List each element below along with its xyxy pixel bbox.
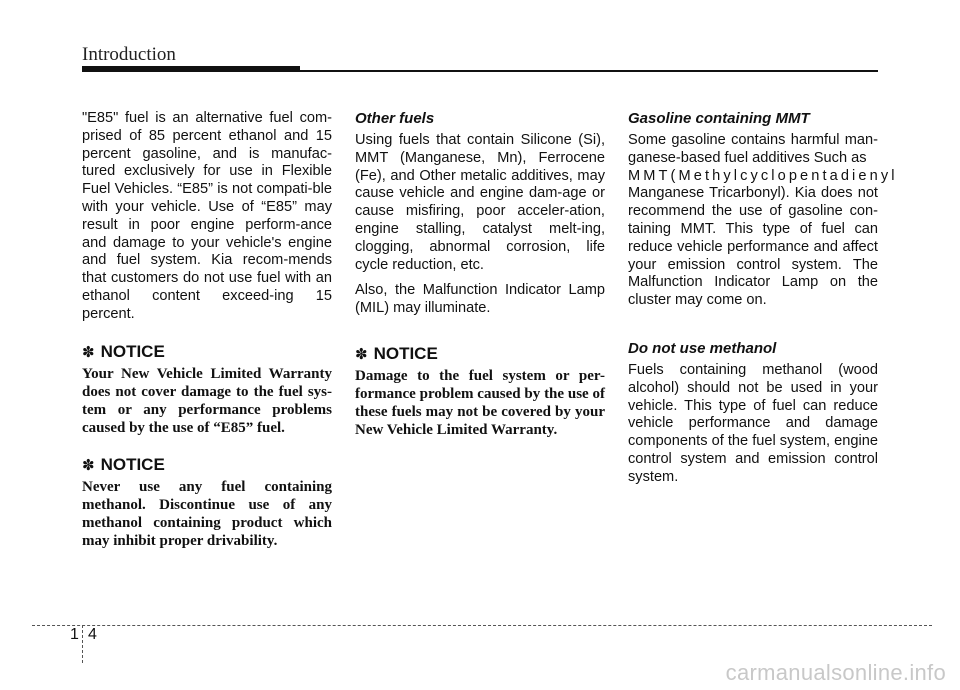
- section-number: 1: [70, 626, 79, 643]
- notice-methanol: [82, 455, 332, 550]
- notice-body: Your New Vehicle Limited Warranty does not cover damage to the fuel sys-tem or any performance problems caused by the use of “E85” fuel.: [82, 365, 332, 436]
- column-middle: [355, 110, 605, 439]
- notice-body: Never use any fuel containing methanol. Discontinue use of any methanol containing product which may inhibit proper drivability.: [82, 478, 332, 549]
- methanol-paragraph: Fuels containing methanol (wood alcohol) should not be used in your vehicle. This type of fuel can reduce vehicle performance and damage components of the fuel system, engine control system and emission control system.: [628, 361, 878, 485]
- header-thin-rule: [300, 70, 878, 72]
- mmt-paragraph-b: MMT(Methylcyclopentadienyl: [628, 167, 898, 184]
- page-number: 4: [88, 626, 97, 643]
- notice-body: Damage to the fuel system or per-formance problem caused by the use of these fuels may not be covered by your New Vehicle Limited Warranty.: [355, 367, 605, 438]
- column-right: [628, 110, 898, 487]
- mmt-paragraph-c: Manganese Tricarbonyl). Kia does not recommend the use of gasoline con-taining MMT. This type of fuel can reduce vehicle performance and affect your emission control system. The Malfunction Indicator Lamp on the cluster may come on.: [628, 185, 878, 309]
- page-header-title: Introduction: [82, 44, 176, 65]
- other-fuels-paragraph: Using fuels that contain Silicone (Si), MMT (Manganese, Mn), Ferrocene (Fe), and Other metalic additives, may cause vehicle and engine dam-age or cause misfiring, poor acceler-ation, engine stalling, catalyst melt-ing, clogging, abnormal corrosion, life cycle reduction, etc.: [355, 132, 605, 273]
- column-left: [82, 110, 332, 550]
- notice-fuel-system: [355, 344, 605, 439]
- notice-e85-warranty: [82, 342, 332, 437]
- section-heading-methanol: Do not use methanol: [628, 339, 777, 357]
- section-heading-other-fuels: Other fuels: [355, 110, 435, 127]
- notice-star-icon: ✽: [355, 344, 368, 363]
- mil-paragraph: Also, the Malfunction Indicator Lamp (MIL) may illuminate.: [355, 282, 605, 317]
- notice-title: NOTICE: [100, 454, 165, 474]
- footer-dashed-rule: [32, 625, 932, 626]
- notice-star-icon: ✽: [82, 342, 95, 361]
- header-thick-rule: [82, 66, 300, 72]
- footer-vertical-rule: [82, 625, 83, 663]
- mmt-paragraph-a: Some gasoline contains harmful man-ganese-based fuel additives Such as: [628, 132, 878, 166]
- section-heading-mmt: Gasoline containing MMT: [628, 110, 810, 127]
- notice-star-icon: ✽: [82, 455, 95, 474]
- e85-paragraph: "E85" fuel is an alternative fuel com-prised of 85 percent ethanol and 15 percent gasoline, and is manufac-tured exclusively for use in Flexible Fuel Vehicles. “E85” is not compati-ble with your vehicle. Use of “E85” may result in poor engine perform-ance and damage to your vehicle's engine and fuel system. Kia recom-mends that customers do not use fuel with an ethanol content exceed-ing 15 percent.: [82, 110, 332, 322]
- notice-title: NOTICE: [100, 341, 165, 361]
- watermark: carmanualsonline.info: [725, 660, 946, 685]
- notice-title: NOTICE: [373, 343, 438, 363]
